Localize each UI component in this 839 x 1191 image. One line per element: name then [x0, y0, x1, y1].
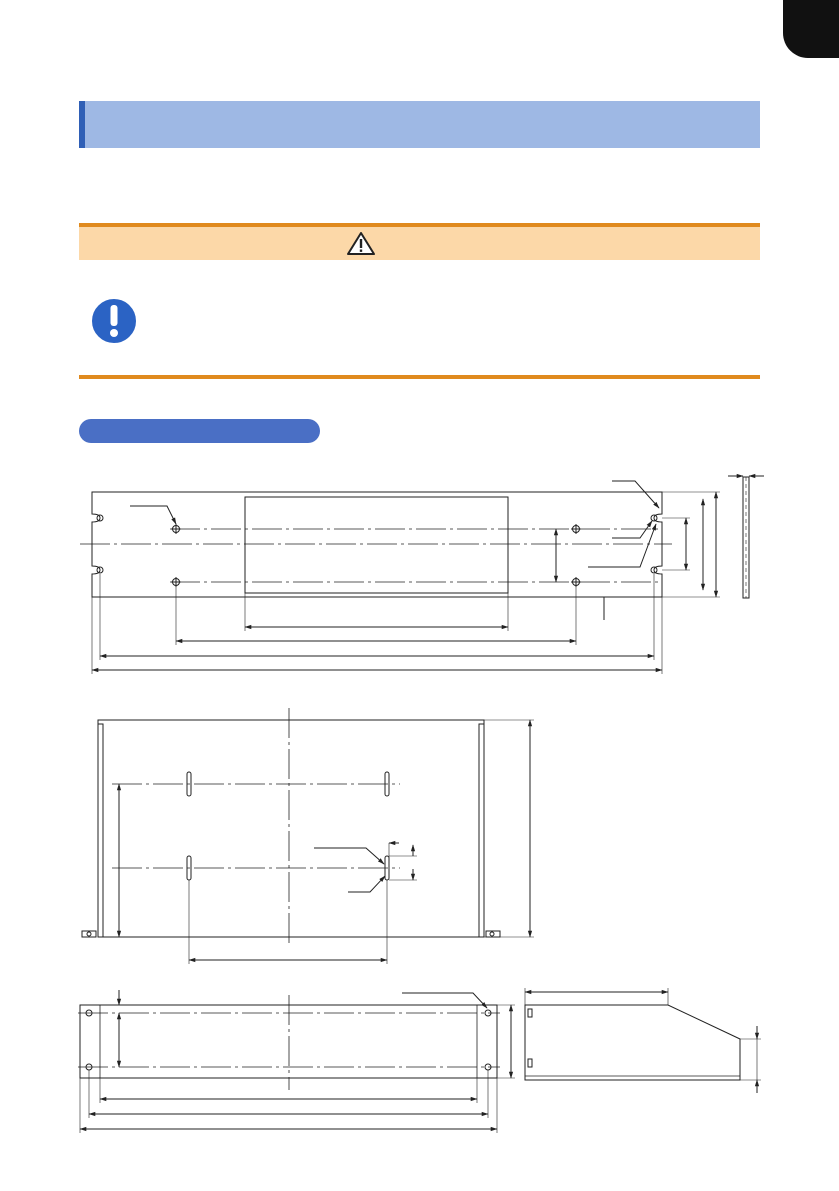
side-thickness-view — [728, 476, 764, 598]
front-panel-view — [80, 481, 720, 674]
side-profile-view — [525, 988, 761, 1093]
front-bracket-view — [78, 990, 515, 1133]
mounting-hole-marks — [97, 515, 657, 587]
top-shelf-view — [82, 708, 534, 964]
